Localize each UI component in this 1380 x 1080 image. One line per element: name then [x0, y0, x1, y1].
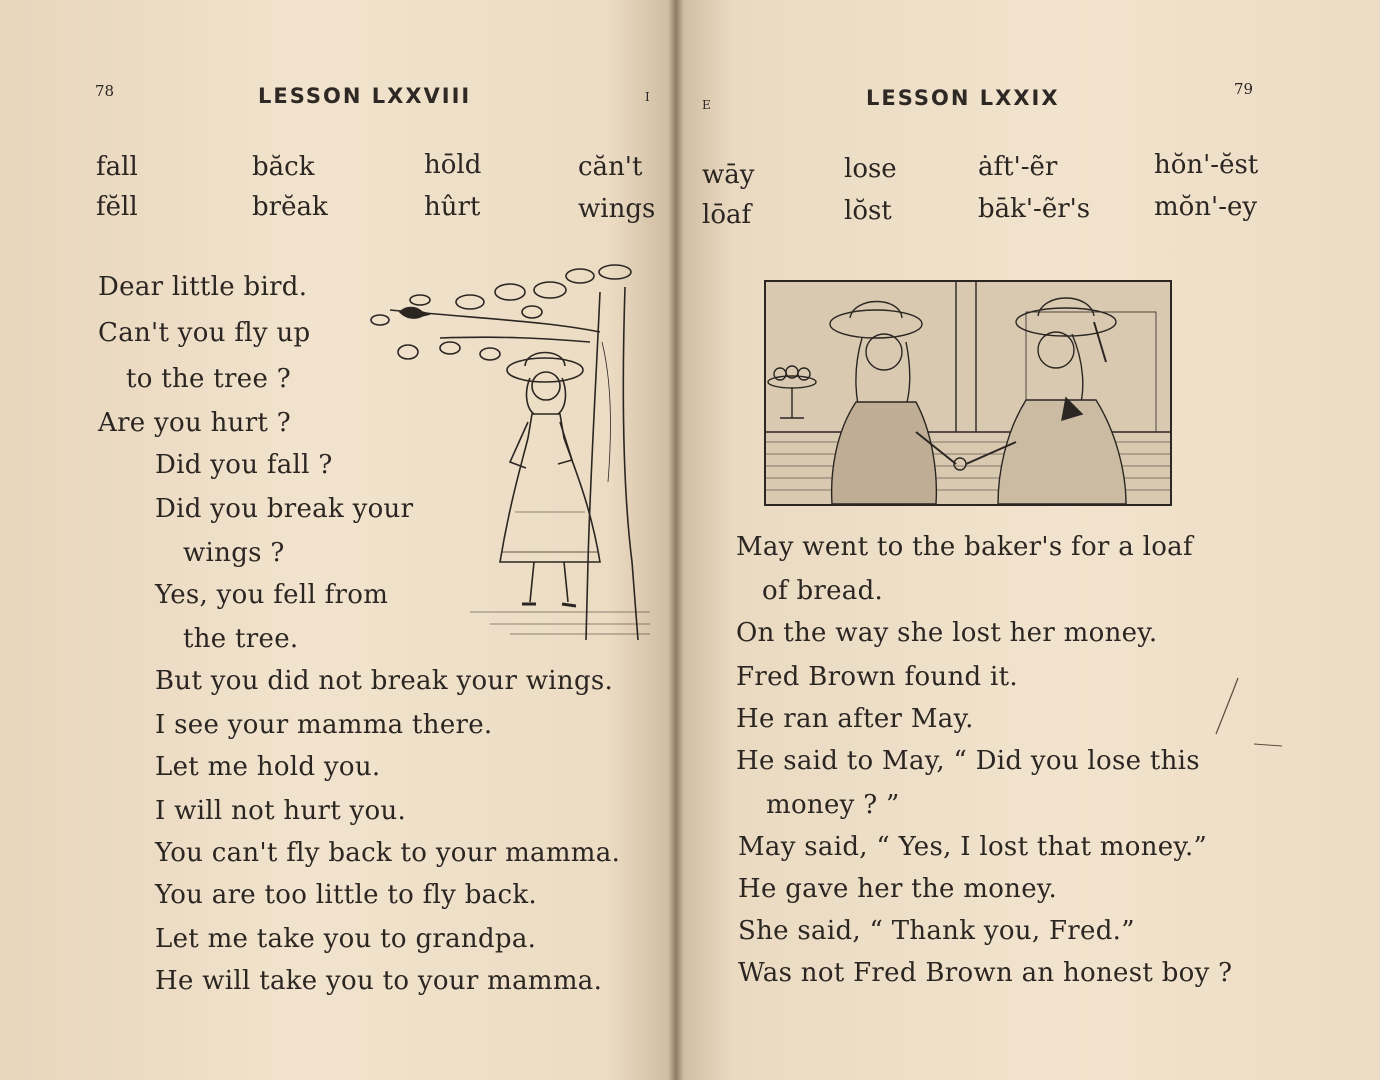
text-line: He gave her the money.	[738, 874, 1058, 904]
bakery-illustration	[764, 280, 1172, 506]
text-line: I will not hurt you.	[155, 796, 407, 826]
text-line: He ran after May.	[736, 704, 974, 734]
text-line: money ? ”	[766, 790, 900, 820]
text-line: May went to the baker's for a loaf	[736, 532, 1193, 562]
text-line: wings ?	[183, 538, 285, 568]
text-line: He said to May, “ Did you lose this	[736, 746, 1200, 776]
text-line: Dear little bird.	[98, 272, 308, 302]
margin-mark: E	[702, 98, 711, 112]
vocab-word: mŏn'-ey	[1154, 192, 1258, 222]
text-line: He will take you to your mamma.	[155, 966, 603, 996]
page-number: 79	[1234, 80, 1254, 98]
vocab-word: băck	[252, 152, 315, 182]
text-line: of bread.	[762, 576, 884, 606]
vocab-word: wings	[578, 194, 656, 224]
text-line: Yes, you fell from	[155, 580, 389, 610]
text-line: the tree.	[183, 624, 299, 654]
text-line: Can't you fly up	[98, 318, 311, 348]
vocab-word: lŏst	[844, 196, 892, 226]
lesson-title: LESSON LXXIX	[866, 86, 1060, 110]
text-line: Let me take you to grandpa.	[155, 924, 537, 954]
lesson-title: LESSON LXXVIII	[258, 84, 472, 108]
text-line: to the tree ?	[126, 364, 291, 394]
text-line: I see your mamma there.	[155, 710, 493, 740]
vocab-word: brĕak	[252, 192, 328, 222]
text-line: Did you break your	[155, 494, 414, 524]
vocab-word: fĕll	[96, 192, 138, 222]
text-line: May said, “ Yes, I lost that money.”	[738, 832, 1208, 862]
text-line: Are you hurt ?	[98, 408, 291, 438]
vocab-word: căn't	[578, 152, 643, 182]
text-line: On the way she lost her money.	[736, 618, 1158, 648]
page-number: 78	[95, 82, 115, 100]
text-line: You can't fly back to your mamma.	[155, 838, 621, 868]
text-line: Was not Fred Brown an honest boy ?	[738, 958, 1233, 988]
text-line: Fred Brown found it.	[736, 662, 1018, 692]
text-line: Did you fall ?	[155, 450, 333, 480]
margin-mark: I	[645, 90, 650, 104]
right-page	[676, 0, 1380, 1080]
text-line: Let me hold you.	[155, 752, 381, 782]
vocab-word: hŏn'-ĕst	[1154, 150, 1259, 180]
vocab-word: bāk'-ẽr's	[978, 194, 1091, 224]
bakery-scene	[766, 282, 1170, 504]
text-line: You are too little to fly back.	[155, 880, 537, 910]
vocab-word: wāy	[702, 160, 755, 190]
vocab-word: hōld	[424, 150, 482, 180]
vocab-word: fall	[96, 152, 138, 182]
vocab-word: lōaf	[702, 200, 752, 230]
pencil-mark	[1204, 674, 1284, 754]
text-line: She said, “ Thank you, Fred.”	[738, 916, 1135, 946]
vocab-word: hûrt	[424, 192, 481, 222]
text-line: But you did not break your wings.	[155, 666, 614, 696]
vocab-word: lose	[844, 154, 897, 184]
girl-and-bird-illustration	[350, 262, 650, 640]
book-gutter	[668, 0, 684, 1080]
vocab-word: ȧft'-ẽr	[978, 152, 1058, 182]
left-page	[0, 0, 676, 1080]
